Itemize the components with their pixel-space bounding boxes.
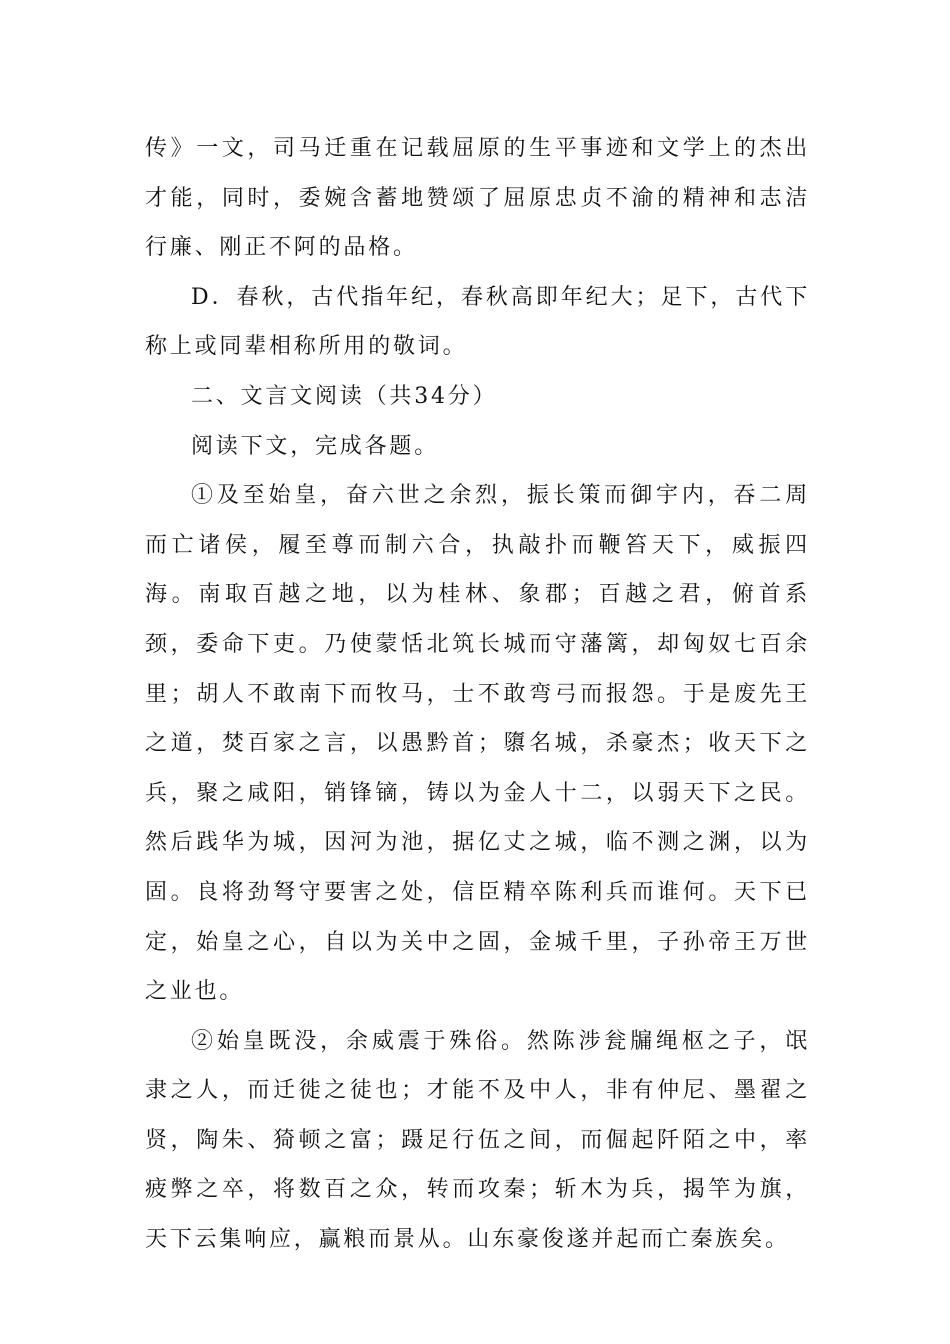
document-page	[145, 124, 810, 1265]
instruction-text: 阅读下文，完成各题。	[191, 433, 440, 459]
passage-paragraph-2: ②始皇既没，余威震于殊俗。然陈涉瓮牖绳枢之子，氓隶之人，而迁徙之徒也；才能不及中人，非有仲尼、墨翟之贤，陶朱、猗顿之富；蹑足行伍之间，而倔起阡陌之中，率疲弊之卒，将数百之众，转而攻秦；斩木为兵，揭竿为旗，天下云集响应，赢粮而景从。山东豪俊遂并起而亡秦族矣。	[145, 1028, 810, 1253]
passage-paragraph-1: ①及至始皇，奋六世之余烈，振长策而御宇内，吞二周而亡诸侯，履至尊而制六合，执敲扑而鞭笞天下，威振四海。南取百越之地，以为桂林、象郡；百越之君，俯首系颈，委命下吏。乃使蒙恬北筑长城而守藩篱，却匈奴七百余里；胡人不敢南下而牧马，士不敢弯弓而报怨。于是废先王之道，焚百家之言，以愚黔首；隳名城，杀豪杰；收天下之兵，聚之咸阳，销锋镝，铸以为金人十二，以弱天下之民。然后践华为城，因河为池，据亿丈之城，临不测之渊，以为固。良将劲弩守要害之处，信臣精卒陈利兵而谁何。天下已定，始皇之心，自以为关中之固，金城千里，子孙帝王万世之业也。	[145, 483, 810, 1005]
section-heading: 二、文言文阅读（共34分）	[191, 383, 498, 409]
paragraph-option-d: D．春秋，古代指年纪，春秋高即年纪大；足下，古代下称上或同辈相称所用的敬词。	[145, 284, 810, 360]
paragraph-continuation: 传》一文，司马迁重在记载屈原的生平事迹和文学上的杰出才能，同时，委婉含蓄地赞颂了屈原忠贞不渝的精神和志洁行廉、刚正不阿的品格。	[145, 136, 810, 261]
